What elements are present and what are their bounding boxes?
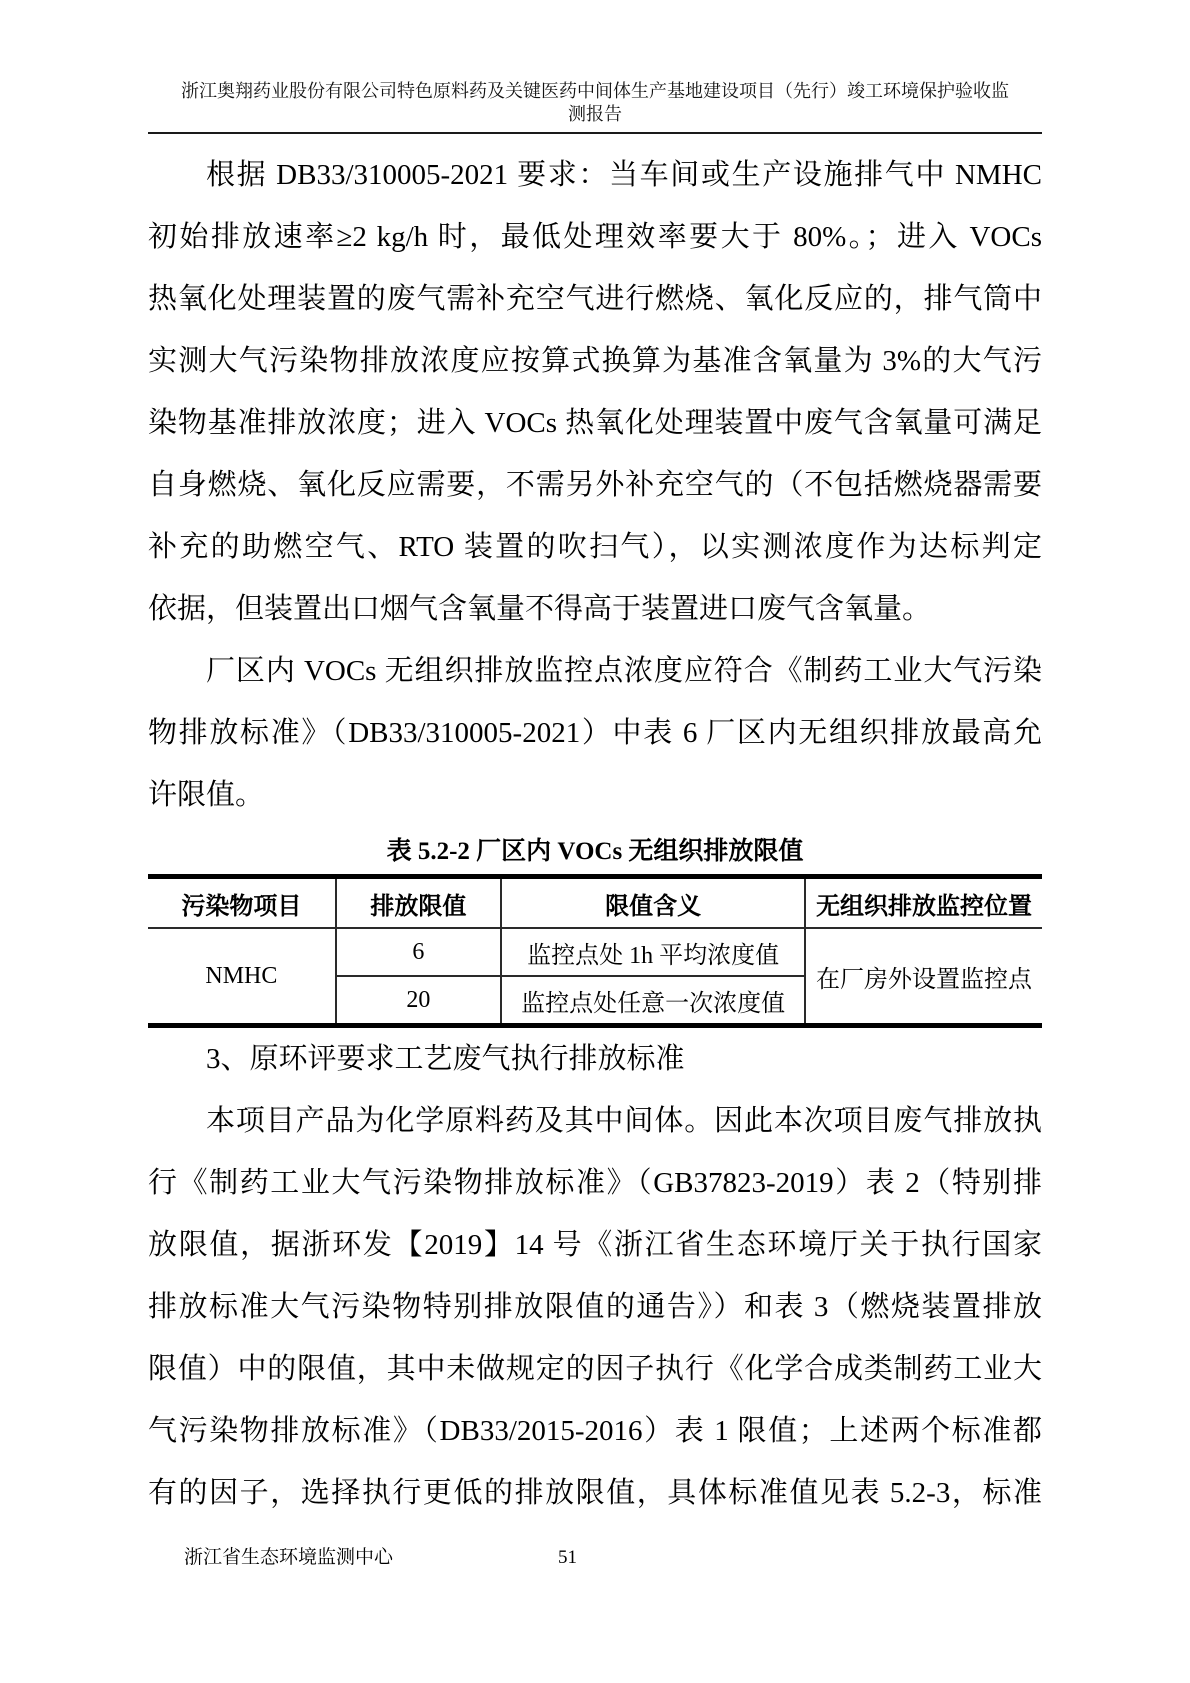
running-header-line2: 测报告	[568, 104, 622, 124]
cell-meaning-2: 监控点处任意一次浓度值	[501, 976, 805, 1026]
paragraph-line: 排放标准大气污染物特别排放限值的通告》）和表 3（燃烧装置排放	[148, 1291, 1042, 1323]
paragraph-line: 物排放标准》（DB33/310005-2021）中表 6 厂区内无组织排放最高允	[148, 717, 1042, 749]
header-cell-meaning: 限值含义	[501, 877, 805, 929]
page-number: 51	[558, 1547, 577, 1568]
paragraph-line: 气污染物排放标准》（DB33/2015-2016）表 1 限值；上述两个标准都	[148, 1415, 1042, 1447]
page-content	[148, 144, 1042, 1524]
paragraph-line: 初始排放速率≥2 kg/h 时，最低处理效率要大于 80%。；进入 VOCs	[148, 221, 1042, 253]
running-header-line1: 浙江奥翔药业股份有限公司特色原料药及关键医药中间体生产基地建设项目（先行）竣工环境保护验收监	[181, 81, 1009, 101]
footer-organization: 浙江省生态环境监测中心	[184, 1547, 394, 1568]
paragraph-line: 放限值，据浙环发【2019】14 号《浙江省生态环境厅关于执行国家	[148, 1229, 1042, 1261]
table-row	[148, 928, 1042, 976]
header-cell-limit: 排放限值	[336, 877, 501, 929]
paragraph-line: 行《制药工业大气污染物排放标准》（GB37823-2019）表 2（特别排	[148, 1167, 1042, 1199]
paragraph-line: 根据 DB33/310005-2021 要求：当车间或生产设施排气中 NMHC	[206, 159, 1042, 191]
running-header	[148, 0, 1042, 134]
page-footer	[148, 1543, 1042, 1573]
paragraph-line: 补充的助燃空气、RTO 装置的吹扫气），以实测浓度作为达标判定	[148, 531, 1042, 563]
paragraph-line: 自身燃烧、氧化反应需要，不需另外补充空气的（不包括燃烧器需要	[148, 469, 1042, 501]
paragraph-line: 有的因子，选择执行更低的排放限值，具体标准值见表 5.2-3，标准	[148, 1477, 1042, 1509]
paragraph-line: 依据，但装置出口烟气含氧量不得高于装置进口废气含氧量。	[148, 593, 932, 625]
cell-meaning-1: 监控点处 1h 平均浓度值	[501, 928, 805, 976]
table-caption: 表 5.2-2 厂区内 VOCs 无组织排放限值	[386, 838, 804, 865]
paragraph-line: 厂区内 VOCs 无组织排放监控点浓度应符合《制药工业大气污染	[206, 655, 1042, 687]
paragraph-line: 热氧化处理装置的废气需补充空气进行燃烧、氧化反应的，排气筒中	[148, 283, 1042, 315]
paragraph-line: 限值）中的限值，其中未做规定的因子执行《化学合成类制药工业大	[148, 1353, 1042, 1385]
section-heading: 3、原环评要求工艺废气执行排放标准	[206, 1043, 685, 1075]
table-header-row	[148, 877, 1042, 929]
paragraph-line: 实测大气污染物排放浓度应按算式换算为基准含氧量为 3%的大气污	[148, 345, 1042, 377]
paragraph-line: 许限值。	[148, 779, 265, 811]
cell-limit-2: 20	[336, 976, 501, 1026]
paragraph-standards	[148, 1090, 1042, 1524]
header-cell-pollutant: 污染物项目	[148, 877, 336, 929]
cell-limit-1: 6	[336, 928, 501, 976]
cell-pollutant: NMHC	[205, 962, 278, 989]
paragraph-requirements	[148, 144, 1042, 640]
paragraph-fugitive-emissions	[148, 640, 1042, 826]
paragraph-line: 染物基准排放浓度；进入 VOCs 热氧化处理装置中废气含氧量可满足	[148, 407, 1042, 439]
header-cell-location: 无组织排放监控位置	[805, 877, 1042, 929]
voc-fugitive-limits-table	[148, 874, 1042, 1028]
cell-location: 在厂房外设置监控点	[805, 928, 1042, 1026]
paragraph-line: 本项目产品为化学原料药及其中间体。因此本次项目废气排放执	[206, 1105, 1042, 1137]
